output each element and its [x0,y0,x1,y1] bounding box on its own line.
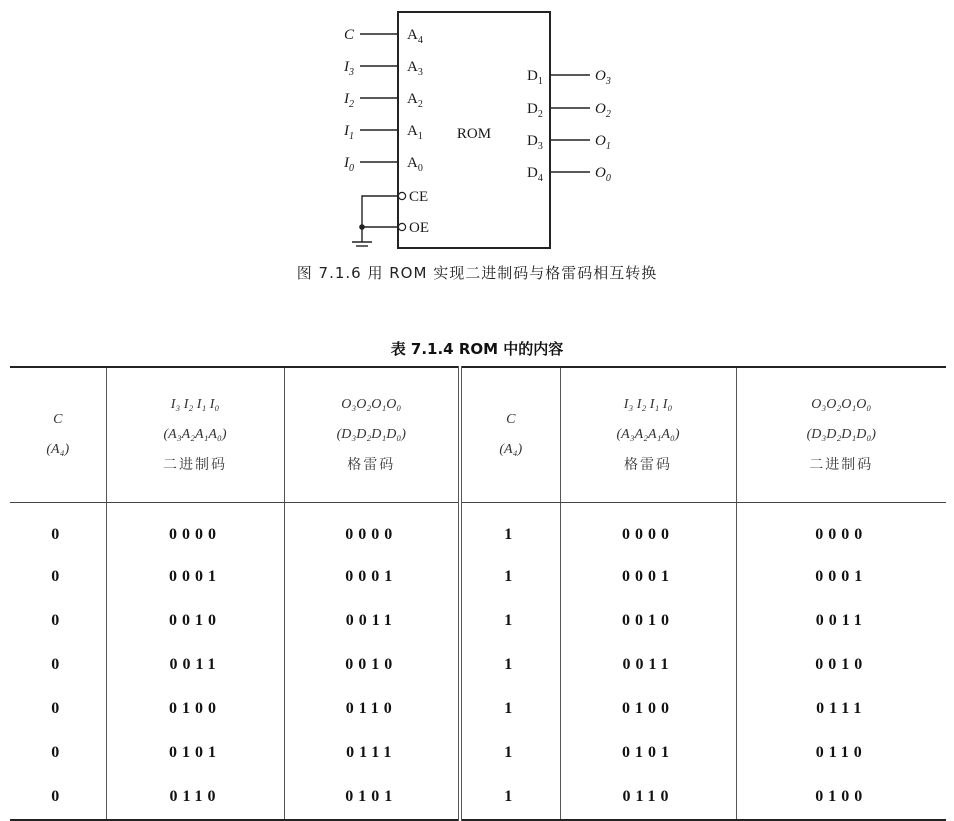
table-cell: 0010 [815,656,868,673]
active-low-bubble [398,223,405,230]
table-cell: 0101 [560,731,736,775]
table-row [10,503,946,556]
ground-symbol [352,196,398,246]
table-cell: 0110 [560,775,736,820]
table-cell: 1 [460,555,560,599]
table-cell: 0010 [560,599,736,643]
header-output-left: O₃O₂O₁O₀ (D₃D₂D₁D₀) 格雷码 [284,367,460,503]
figure-caption: 图 7.1.6 用 ROM 实现二进制码与格雷码相互转换 [296,264,658,282]
input-signal-label: $I_2$ [344,91,354,110]
table-cell: 0 [10,643,106,687]
output-pin-label: $D_1$ [527,68,543,87]
table-cell: 1 [460,503,560,556]
table-header-row [10,367,946,503]
table-cell: 0100 [106,687,284,731]
output-signal-label: $O_3$ [595,68,611,87]
junction-dot [359,224,365,230]
rom-chip-label: ROM [456,126,492,142]
table-cell: 0000 [560,503,736,556]
rom-contents-table [10,366,946,821]
table-cell: 0110 [106,775,284,820]
table-cell: 0000 [106,503,284,556]
active-low-bubble [398,192,405,199]
control-pin-label: CE [409,189,429,205]
table-row [10,643,946,687]
table-cell: 0011 [106,643,284,687]
table-cell: 0 [10,687,106,731]
header-c-right: C (A₄) [460,367,560,503]
table-cell: 0101 [284,775,460,820]
table-cell: 0001 [815,568,868,585]
table-cell: 0111 [284,731,460,775]
table-cell: 0011 [560,643,736,687]
table-cell: 1 [460,731,560,775]
output-signal-label: $O_2$ [595,101,611,120]
table-cell: 0111 [816,700,867,717]
table-cell: 0100 [736,775,946,820]
table-cell: 0011 [284,599,460,643]
table-cell: 1 [460,599,560,643]
table-cell: 0001 [106,555,284,599]
table-row [10,555,946,599]
rom-circuit-diagram [0,0,954,262]
table-cell: 1 [460,687,560,731]
output-signal-label: $O_1$ [595,133,611,152]
table-cell: 0110 [284,687,460,731]
input-pin-label: $A_3$ [407,59,423,78]
output-pin-label: $D_3$ [527,133,543,152]
table-cell: 0000 [815,526,868,543]
output-pin-label: $D_2$ [527,101,543,120]
table-cell: 1 [460,643,560,687]
input-signal-label: C [343,27,354,43]
input-pin-label: $A_1$ [407,123,423,142]
input-pin-label: $A_4$ [407,27,423,46]
table-cell: 0001 [284,555,460,599]
table-row [10,687,946,731]
header-input-left: I₃ I₂ I₁ I₀ (A₃A₂A₁A₀) 二进制码 [106,367,284,503]
table-cell: 0 [10,503,106,556]
input-signal-label: $I_1$ [344,123,354,142]
output-signal-label: $O_0$ [595,165,611,184]
table-cell: 0 [10,599,106,643]
table-cell: 0 [10,731,106,775]
input-signal-label: $I_3$ [344,59,354,78]
control-pin-label: OE [409,220,429,236]
input-pin-label: $A_2$ [407,91,423,110]
table-cell: 0 [10,775,106,820]
table-cell: 1 [460,775,560,820]
header-output-right: O₃O₂O₁O₀ (D₃D₂D₁D₀) 二进制码 [736,367,946,503]
output-pin-label: $D_4$ [527,165,543,184]
table-cell: 0100 [560,687,736,731]
table-cell: 0011 [815,612,867,629]
input-signal-label: $I_0$ [344,155,354,174]
table-row [10,775,946,820]
header-c-left: C (A₄) [10,367,106,503]
table-cell: 0010 [284,643,460,687]
input-pin-label: $A_0$ [407,155,423,174]
table-row [10,731,946,775]
table-body [10,503,946,821]
table-cell: 0101 [106,731,284,775]
table-cell: 0001 [560,555,736,599]
table-cell: 0 [10,555,106,599]
table-title: 表 7.1.4 ROM 中的内容 [390,340,564,358]
table-cell: 0110 [815,744,867,761]
table-row [10,599,946,643]
table-cell: 0010 [106,599,284,643]
header-input-right: I₃ I₂ I₁ I₀ (A₃A₂A₁A₀) 格雷码 [560,367,736,503]
table-cell: 0000 [284,503,460,556]
